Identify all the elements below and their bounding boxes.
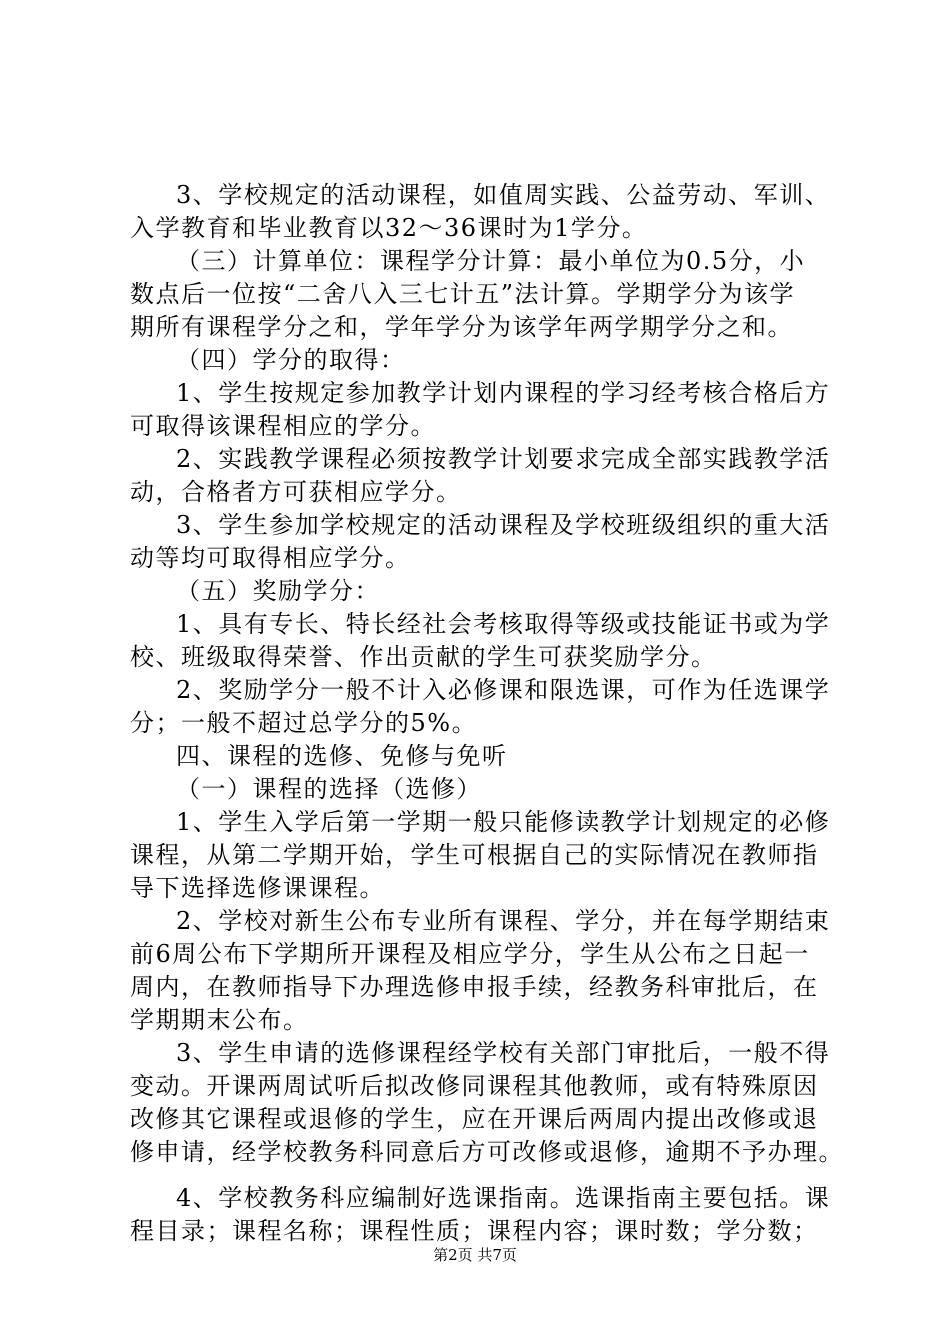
paragraph-line: 课程，从第二学期开始，学生可根据自己的实际情况在教师指 xyxy=(130,841,819,869)
paragraph-line: 2、学校对新生公布专业所有课程、学分，并在每学期结束 xyxy=(176,907,831,935)
paragraph-line: 周内，在教师指导下办理选修申报手续，经教务科审批后，在 xyxy=(130,973,819,1001)
page-number: 第2页 共7页 xyxy=(433,1246,517,1264)
paragraph-line: 1、具有专长、特长经社会考核取得等级或技能证书或为学 xyxy=(176,610,831,638)
paragraph-line: 数点后一位按“二舍八入三七计五”法计算。学期学分为该学 xyxy=(130,280,796,308)
paragraph-line: 变动。开课两周试听后拟改修同课程其他教师，或有特殊原因 xyxy=(130,1072,819,1100)
paragraph-line: 改修其它课程或退修的学生，应在开课后两周内提出改修或退 xyxy=(130,1105,819,1133)
paragraph-line: 3、学生参加学校规定的活动课程及学校班级组织的重大活 xyxy=(176,511,831,539)
paragraph-line: 可取得该课程相应的学分。 xyxy=(130,412,436,440)
paragraph-line: 动等均可取得相应学分。 xyxy=(130,544,411,572)
paragraph-line: 动，合格者方可获相应学分。 xyxy=(130,478,462,506)
paragraph-line: 2、实践教学课程必须按教学计划要求完成全部实践教学活 xyxy=(176,445,831,473)
paragraph-line: （三）计算单位：课程学分计算：最小单位为0.5分，小 xyxy=(176,247,806,275)
paragraph-line: 程目录；课程名称；课程性质；课程内容；课时数；学分数； xyxy=(130,1217,819,1245)
section-heading: （四）学分的取得： xyxy=(176,346,406,374)
section-heading: 四、课程的选修、免修与免听 xyxy=(176,742,508,770)
paragraph-line: 导下选择选修课课程。 xyxy=(130,874,385,902)
paragraph-line: 入学教育和毕业教育以32～36课时为1学分。 xyxy=(130,214,648,242)
paragraph-line: 3、学生申请的选修课程经学校有关部门审批后，一般不得 xyxy=(176,1039,831,1067)
paragraph-line: 4、学校教务科应编制好选课指南。选课指南主要包括。课 xyxy=(176,1184,831,1212)
section-heading: （五）奖励学分： xyxy=(176,577,380,605)
paragraph-line: 2、奖励学分一般不计入必修课和限选课，可作为任选课学 xyxy=(176,676,831,704)
paragraph-line: 学期期末公布。 xyxy=(130,1006,309,1034)
paragraph-line: 1、学生按规定参加教学计划内课程的学习经考核合格后方 xyxy=(176,379,831,407)
section-heading: （一）课程的选择（选修） xyxy=(176,775,482,803)
paragraph-line: 校、班级取得荣誉、作出贡献的学生可获奖励学分。 xyxy=(130,643,717,671)
paragraph-line: 3、学校规定的活动课程，如值周实践、公益劳动、军训、 xyxy=(176,181,831,209)
paragraph-line: 期所有课程学分之和，学年学分为该学年两学期学分之和。 xyxy=(130,313,793,341)
paragraph-line: 分；一般不超过总学分的5%。 xyxy=(130,709,478,737)
paragraph-line: 1、学生入学后第一学期一般只能修读教学计划规定的必修 xyxy=(176,808,831,836)
paragraph-line: 前6周公布下学期所开课程及相应学分，学生从公布之日起一 xyxy=(130,940,810,968)
paragraph-line: 修申请，经学校教务科同意后方可改修或退修，逾期不予办理。 xyxy=(130,1138,844,1166)
